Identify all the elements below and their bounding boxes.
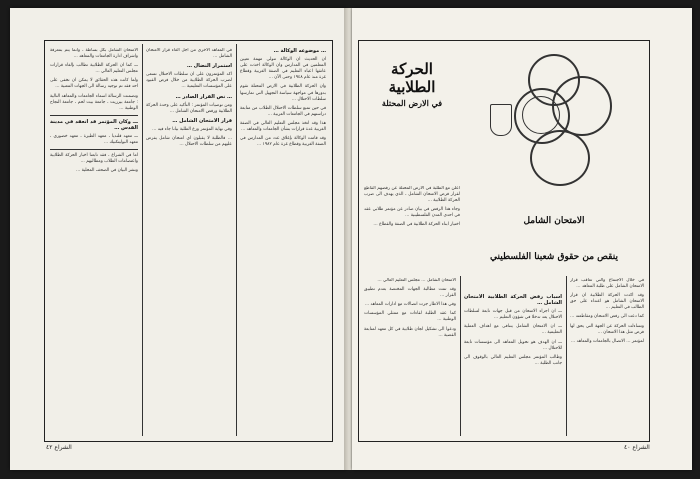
headline-line-1: الحركة [391, 60, 433, 78]
paragraph: كما دعت الى رفض الامتحان ومقاطعته … [570, 314, 644, 320]
section-head: اسباب رفض الحركة الطلابية الامتحان الشامل … [464, 294, 562, 307]
stamp-icon [522, 96, 560, 134]
paragraph: وفي هذا الاطار جرت اتصالات مع ادارات المعاهد … [364, 302, 456, 308]
paragraph: اكد المؤتمرون على ان سلطات الاحتلال تسعى لضرب الحركة الطلابية من خلال فرض القيود على المؤسسات التعليمية … [146, 72, 232, 90]
paragraph: وفي نهاية المؤتمر وزع الطلبة بيانا جاء فيه … [152, 126, 232, 132]
paragraph: وتضمنت الرسالة اسماء الجامعات والمعاهد التالية : جامعة بيرزيت ، جامعة بيت لحم ، جامعة النجاح الوطنية … [50, 93, 138, 111]
paragraph: الامتحان الشامل … مجلس التعليم العالي … [377, 278, 456, 283]
emblem-stamps-icon [490, 54, 610, 184]
left-col-1 [240, 48, 326, 436]
subtitle-2: ينقص من حقوق شعبنا الفلسطيني [490, 252, 618, 262]
stamp-icon [530, 130, 590, 186]
section-rule [50, 149, 138, 150]
paragraph: اما في الشراع ، فقد تابعنا اخبار الحركة الطلابية واعتصامات الطلاب ومطالبهم … [50, 153, 138, 165]
right-col-3 [364, 278, 456, 436]
paragraph: ونشر البيان في الصحف المحلية … [75, 168, 138, 174]
subtitle-1: الامتحان الشامل [523, 216, 585, 226]
paragraph: ـــ ان اجراء الامتحان من قبل جهات تابعة لسلطات الاحتلال يعد تدخلا في شؤون التعليم … [464, 309, 562, 321]
paragraph: ودعوا الى تشكيل لجان طلابية في كل معهد لمتابعة القضية … [364, 326, 456, 338]
paragraph: كما عقد الطلبة لقاءات مع ممثلي المؤسسات الوطنية … [364, 311, 456, 323]
column-rule [566, 276, 567, 436]
paragraph: اعلن مع الطلبة في الارض المحتلة عن رفضهم القاطع لقرار فرض الامتحان الشامل ، الذي يهدف الى ضرب الحركة الطلابية … [364, 186, 460, 204]
left-col-2 [146, 48, 232, 436]
left-folio: الشراع ٤٢ [46, 444, 72, 451]
paragraph: ولما كانت هذه الحقائق لا يمكن ان تخفى على احد فقد تم توجيه رسالة الى الجهات المعنية … [50, 78, 138, 90]
section-head: قرار الامتحان الشامل … [172, 117, 232, 124]
paragraph: وقد قامت الوكالة بإغلاق عدد من المدارس في الضفة الغربية وقطاع غزة عام ١٩٨٢ … [240, 136, 326, 148]
intro-column [364, 186, 460, 266]
paragraph: وجاء هذا الرفض في بيان صادر عن مؤتمر طلابي عقد في احدى المدن الفلسطينية … [364, 207, 460, 219]
section-rule [50, 115, 138, 116]
section-head: ـــ وكان المؤتمر قد انعقد في مدينة القدس … [50, 118, 138, 131]
paragraph: في المعاهد الاخرى من اجل الغاء قرار الامتحان الشامل … [146, 48, 232, 60]
paragraph: وقد اكدت الحركة الطلابية ان قرار الامتحان الشامل هو اعتداء على حق الطالب في التعليم … [570, 293, 644, 311]
column-rule [460, 276, 461, 436]
right-page [352, 8, 692, 470]
headline-line-2: الطلابية [388, 78, 436, 96]
left-col-3 [50, 48, 138, 436]
paragraph: وتساءلت الحركة عن الجهة التي يحق لها فرض مثل هذا الامتحان … [570, 323, 644, 335]
paragraph: لمؤتمر … الاتصال بالجامعات والمعاهد … [570, 338, 644, 344]
paragraph: في خلال الاجتماع والتي تعاقب قرار الامتحان الشامل على طلبة المعاهد … [570, 278, 644, 290]
paragraph: اختيار ابناء الحركة الطلابية في الضفة والقطاع … [373, 222, 460, 228]
right-col-2 [464, 294, 562, 436]
paragraph: ـــ كما ان الحركة الطلابية تطالب بإلغاء قرارات مجلس التعليم العالي … [50, 63, 138, 75]
paragraph: ومن توصيات المؤتمر : التأكيد على وحدة الحركة الطلابية ورفض الامتحان الشامل … [146, 102, 232, 114]
headline [362, 60, 462, 110]
paragraph: في حين تمنع سلطات الاحتلال الطلاب من متابعة دراستهم في الجامعات العربية … [240, 105, 326, 117]
left-col-1-head: … موضوعه الوكالة … [273, 48, 326, 54]
headline-line-3: في الارض المحتلة [381, 98, 443, 108]
right-folio: الشراع ٤٠ [624, 444, 650, 451]
paragraph: الامتحان الشامل بكل بساطة ، وانما يتم بمعرفة واشراف ادارة الجامعات والمعاهد … [50, 48, 138, 60]
column-rule [236, 44, 237, 436]
paragraph: وان الحركة الطلابية في الارض المحتلة تقوم بدورها في مواجهة سياسة التجهيل التي تمارسها سلطات الاحتلال … [240, 84, 326, 102]
paragraph: وقد تمت مطالبة الجهات المختصة بعدم تطبيق القرار … [364, 287, 456, 299]
paragraph: ـــ ان الهدف هو تحويل المعاهد الى مؤسسات تابعة للاحتلال … [464, 339, 562, 351]
paragraph: ـــ ان الامتحان الشامل يتنافى مع اهداف العملية التعليمية … [464, 324, 562, 336]
left-page [10, 8, 348, 470]
shield-icon [490, 104, 512, 136]
paragraph: هذا وقد اتخذ مجلس التعليم العالي في الضفة الغربية عدة قرارات بشأن الجامعات والمعاهد … [240, 120, 326, 133]
paragraph: ـــ معهد قلنديا ، معهد الطيرة ، معهد خضوري ، معهد البوليتكنيك … [50, 134, 138, 146]
column-rule [142, 44, 143, 436]
right-col-1 [570, 278, 644, 436]
paragraph: ان الحديث ان الوكالة تتولى مهمة تعيين المعلمين في المدارس وان الوكالة اخذت على عاتقها اعباء التعليم في الضفة الغربية وقطاع غزة منذ عام ١٩٤٨ وحتى الآن … [240, 57, 326, 81]
paragraph: وطالب المؤتمر مجلس التعليم العالي بالوقوف الى جانب الطلبة … [464, 354, 562, 366]
paragraph: … فالطلبة لا يقبلون اي امتحان شامل يفرض عليهم من سلطات الاحتلال … [146, 136, 232, 148]
section-head: استمرار النضال … [187, 63, 232, 70]
section-head: … نص القرار الصادر … [175, 93, 232, 100]
